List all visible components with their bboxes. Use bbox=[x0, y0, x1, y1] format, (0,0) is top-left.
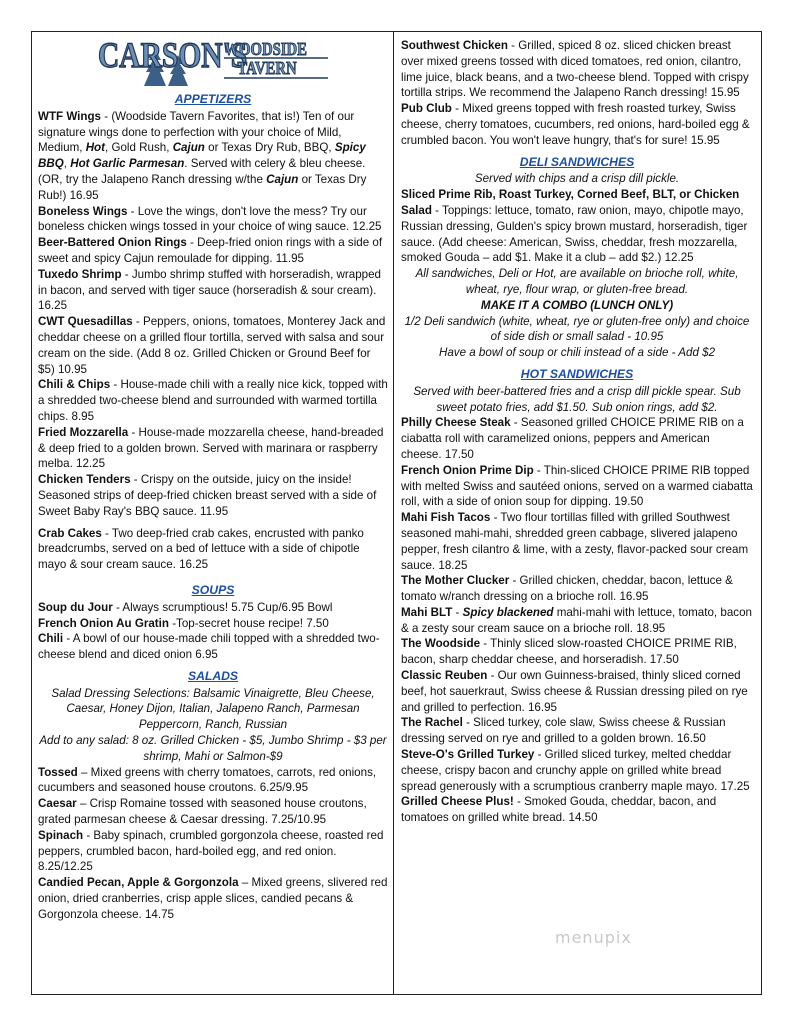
hot-heading: HOT SANDWICHES bbox=[520, 366, 634, 381]
salads-list-continued bbox=[401, 38, 753, 149]
menu-item-description: - Deep-fried onion rings with a side of sweet and spicy Cajun remoulade for dipping. 11.95 bbox=[38, 236, 383, 265]
menu-item-name: Grilled Cheese Plus! bbox=[401, 795, 514, 809]
menu-item-name: CWT Quesadillas bbox=[38, 315, 133, 329]
menu-item-description: - Grilled sliced turkey, melted cheddar cheese, crispy bacon and crunchy apple on grilled white bread spread generously with a scrumptious cranberry maple mayo. 17.25 bbox=[401, 748, 750, 793]
menu-item-name: Chili & Chips bbox=[38, 378, 111, 392]
menu-item-description: - Peppers, onions, tomatoes, Monterey Jack and cheddar cheese on a grilled flour tortilla, served with salsa and sour cream on the side. (Add 8 oz. Grilled Chicken or Ground Beef for $5) 10.95 bbox=[38, 315, 386, 376]
menu-item bbox=[401, 510, 753, 573]
menu-item-name: French Onion Prime Dip bbox=[401, 463, 534, 477]
menu-item-description: - Jumbo shrimp stuffed with horseradish, wrapped in bacon, and served with tiger sauce (horseradish & sour cream). 16.25 bbox=[38, 267, 382, 313]
menu-item-description: - Grilled, spiced 8 oz. sliced chicken breast over mixed greens tossed with diced tomatoes, red onion, cilantro, lime juice, black beans, and a two-cheese blend. Topped with crispy tortilla strips. We recommend the Jalapeno Ranch dressing! 15.95 bbox=[401, 39, 749, 100]
menu-item bbox=[401, 747, 753, 794]
deli-subtitle: Served with chips and a crisp dill pickle. bbox=[474, 172, 680, 186]
menu-item-description: , Gold Rush, bbox=[105, 141, 173, 155]
menu-item bbox=[38, 377, 388, 424]
menu-item-description: - Two flour tortillas filled with grilled Southwest seasoned mahi-mahi, shredded green cabbage, slivered jalapeno pepper, fresh cilantro & lime, with a zesty, flavor-packed sour cream sauce. 18.25 bbox=[401, 511, 749, 572]
combo-note: 1/2 Deli sandwich (white, wheat, rye or gluten-free only) and choice of side dish or small salad - 10.95 bbox=[404, 314, 750, 344]
menu-item-description: - Thinly sliced slow-roasted CHOICE PRIME RIB, bacon, sharp cheddar cheese, and horseradish. 17.50 bbox=[401, 637, 737, 667]
menu-item-name: WTF Wings bbox=[38, 109, 102, 123]
menu-item-description: Hot bbox=[85, 141, 106, 155]
menu-item-name: Candied Pecan, Apple & Gorgonzola bbox=[38, 876, 239, 890]
logo-tavern-text: TAVERN bbox=[237, 57, 297, 79]
menu-item-description: Spicy BBQ bbox=[38, 141, 366, 171]
menu-item-description: or Texas Dry Rub, BBQ, bbox=[204, 141, 335, 155]
menu-item bbox=[38, 875, 388, 922]
menu-item-name: Steve-O's Grilled Turkey bbox=[401, 748, 535, 762]
menu-item bbox=[38, 267, 388, 314]
menu-item bbox=[38, 526, 388, 573]
menu-item-description: - Two deep-fried crab cakes, encrusted with panko breadcrumbs, served on a bed of lettuce with a side of chipotle mayo & sour cream sauce. 16.25 bbox=[38, 526, 364, 572]
logo-carsons-text: CARSON'S bbox=[98, 36, 248, 76]
menu-item-name: Boneless Wings bbox=[38, 204, 128, 218]
menu-item-name: Fried Mozzarella bbox=[38, 425, 129, 439]
menu-item-name: Tossed bbox=[38, 765, 78, 779]
menu-item bbox=[38, 631, 388, 663]
menu-item-name: Southwest Chicken bbox=[401, 39, 508, 52]
menu-item-description: - Baby spinach, crumbled gorgonzola cheese, roasted red peppers, crumbled bacon, hard-boiled egg, and red onion. 8.25/12.25 bbox=[38, 828, 384, 874]
menu-item-description: - (Woodside Tavern Favorites, that is!) Ten of our signature wings done to perfection with your choice of Mild, Medium, bbox=[38, 109, 355, 155]
soups-heading: SOUPS bbox=[191, 582, 235, 597]
menu-item bbox=[401, 101, 753, 148]
menu-item bbox=[38, 765, 388, 797]
menu-item bbox=[38, 425, 388, 472]
menu-item-name: Tuxedo Shrimp bbox=[38, 267, 122, 281]
menu-item bbox=[38, 472, 388, 519]
logo-woodside-text: WOODSIDE bbox=[224, 38, 308, 60]
menu-item-description: -Top-secret house recipe! 7.50 bbox=[168, 616, 329, 630]
menu-item-description: Spicy blackened bbox=[462, 605, 554, 619]
hot-list bbox=[401, 415, 753, 826]
appetizers-list bbox=[38, 109, 388, 573]
menu-item bbox=[401, 463, 753, 510]
hot-subtitle: Served with beer-battered fries and a crisp dill pickle spear. Sub sweet potato fries, add $1.50. Sub onion rings, add $2. bbox=[413, 384, 741, 414]
menu-item-description: – Crisp Romaine tossed with seasoned house croutons, grated parmesan cheese & Caesar dressing. 7.25/10.95 bbox=[38, 797, 367, 827]
menu-item-name: Caesar bbox=[38, 797, 77, 811]
menu-item-description: - Grilled chicken, cheddar, bacon, lettuce & tomato w/ranch dressing on a brioche roll. 16.95 bbox=[401, 574, 733, 604]
column-divider bbox=[393, 31, 394, 995]
salad-add-note: Add to any salad: 8 oz. Grilled Chicken - $5, Jumbo Shrimp - $3 per shrimp, Mahi or Salmon-$9 bbox=[39, 734, 387, 763]
salad-dressing-note: Salad Dressing Selections: Balsamic Vinaigrette, Bleu Cheese, Caesar, Honey Dijon, Italian, Jalapeno Ranch, Parmesan Peppercorn, Ranch, Russian bbox=[51, 686, 375, 732]
menu-item-name: Crab Cakes bbox=[38, 526, 102, 540]
menu-item-description: Cajun bbox=[172, 141, 205, 155]
menu-item-description: - Smoked Gouda, cheddar, bacon, and tomatoes on grilled white bread. 14.50 bbox=[401, 795, 717, 825]
menu-item-description: - Our own Guinness-braised, thinly sliced corned beef, hot sauerkraut, Swiss cheese & Russian dressing piled on rye and grilled to perfection. 16.95 bbox=[401, 669, 748, 714]
menu-item-description: - Sliced turkey, cole slaw, Swiss cheese & Russian dressing served on rye and grilled to a golden brown. 16.50 bbox=[401, 716, 726, 746]
menu-item-description: – Mixed greens, slivered red onion, dried cranberries, crisp apple slices, candied pecans & Gorgonzola cheese. 14.75 bbox=[38, 876, 388, 921]
menu-item bbox=[38, 616, 388, 632]
menu-item-description: - House-made mozzarella cheese, hand-breaded & deep fried to a golden brown. Served with marinara or raspberry melba. 12.25 bbox=[38, 425, 384, 471]
menu-item bbox=[38, 235, 388, 267]
menu-item-name: French Onion Au Gratin bbox=[38, 616, 169, 630]
menu-item bbox=[38, 109, 388, 204]
menu-item-name: Chicken Tenders bbox=[38, 473, 131, 487]
menu-item bbox=[38, 314, 388, 377]
menu-item bbox=[401, 573, 753, 605]
menu-item-description: - Crispy on the outside, juicy on the inside! Seasoned strips of deep-fried chicken breast served with a side of Sweet Baby Ray's BBQ sauce. 11.95 bbox=[38, 473, 377, 518]
menu-item bbox=[401, 794, 753, 826]
menu-item-description: - House-made chili with a really nice kick, topped with a shredded two-cheese blend and surrounded with warmed tortilla chips. 8.95 bbox=[38, 378, 388, 423]
menu-item-description: Cajun bbox=[266, 172, 299, 186]
menu-item-description: - Toppings: lettuce, tomato, raw onion, mayo, chipotle mayo, Russian dressing, Gulden's spicy brown mustard, horseradish, tiger sauce. (Add cheese: American, Swiss, cheddar, fresh mozzarella, smoked Gouda – add $1. Make it a club – add $2.) 12.25 bbox=[401, 203, 748, 265]
menu-item bbox=[38, 828, 388, 875]
menu-item-name: Pub Club bbox=[401, 102, 452, 116]
menu-item bbox=[401, 636, 753, 668]
menu-item-description: - Thin-sliced CHOICE PRIME RIB topped with melted Swiss and sautéed onions, served on a warmed ciabatta roll, with a side of onion soup for dipping. 19.50 bbox=[401, 463, 753, 509]
menu-item-name: Spinach bbox=[38, 828, 84, 842]
menu-item-name: Beer-Battered Onion Rings bbox=[38, 236, 187, 250]
menu-item bbox=[401, 415, 753, 462]
menu-item-description: – Mixed greens with cherry tomatoes, carrots, red onions, cucumbers and seasoned house croutons. 6.25/9.95 bbox=[38, 765, 377, 795]
menu-item-name: Sliced Prime Rib, Roast Turkey, Corned Beef, BLT, or Chicken Salad bbox=[401, 188, 740, 217]
menu-item-description: - Always scrumptious! 5.75 Cup/6.95 Bowl bbox=[112, 600, 333, 614]
menu-item-name: Mahi BLT bbox=[401, 605, 453, 619]
menu-item-description: - bbox=[452, 605, 463, 619]
menu-item-description: , bbox=[63, 157, 71, 171]
menu-item-description: - Love the wings, don't love the mess? Try our boneless chicken wings tossed in your choice of wing sauce. 12.25 bbox=[38, 204, 382, 234]
menu-item bbox=[38, 204, 388, 236]
logo bbox=[98, 34, 388, 90]
left-column bbox=[38, 34, 388, 923]
salads-list bbox=[38, 765, 388, 923]
right-column bbox=[401, 38, 753, 826]
salads-heading: SALADS bbox=[187, 668, 239, 683]
menu-item-description: - A bowl of our house-made chili topped with a shredded two-cheese blend and diced onion 6.95 bbox=[38, 632, 380, 662]
menu-item bbox=[38, 600, 388, 616]
soups-list bbox=[38, 600, 388, 663]
menu-item-name: The Mother Clucker bbox=[401, 574, 510, 588]
bread-note: All sandwiches, Deli or Hot, are available on brioche roll, white, wheat, rye, flour wrap, or gluten-free bread. bbox=[415, 267, 739, 296]
menu-item-name: Chili bbox=[38, 632, 64, 646]
menu-item-name: The Woodside bbox=[401, 637, 481, 651]
menu-item-description: - Seasoned grilled CHOICE PRIME RIB on a ciabatta roll with caramelized onions, peppers and American cheese. 17.50 bbox=[401, 416, 744, 461]
menu-item bbox=[401, 187, 753, 266]
menu-item-name: Philly Cheese Steak bbox=[401, 416, 511, 430]
combo-heading: MAKE IT A COMBO (LUNCH ONLY) bbox=[480, 298, 674, 312]
menu-item-description: . Served with celery & bleu cheese. (OR, try the Jalapeno Ranch dressing w/the bbox=[38, 157, 366, 186]
menu-item-description: or Texas Dry Rub!) 16.95 bbox=[38, 172, 367, 202]
deli-list bbox=[401, 187, 753, 266]
menu-item-description: Hot Garlic Parmesan bbox=[70, 157, 185, 171]
menu-item bbox=[401, 715, 753, 747]
menu-item-name: Soup du Jour bbox=[38, 600, 113, 614]
deli-heading: DELI SANDWICHES bbox=[519, 154, 635, 169]
soup-upgrade-note: Have a bowl of soup or chili instead of a side - Add $2 bbox=[438, 346, 716, 360]
menu-item-name: Classic Reuben bbox=[401, 669, 488, 683]
menu-item-description: mahi-mahi with lettuce, tomato, bacon & a zesty sour cream sauce on a brioche roll. 18.95 bbox=[401, 605, 752, 635]
menu-item bbox=[401, 38, 753, 101]
menu-item-name: The Rachel bbox=[401, 716, 463, 730]
menu-item-name: Mahi Fish Tacos bbox=[401, 511, 491, 525]
appetizers-heading: APPETIZERS bbox=[174, 92, 252, 106]
menu-item bbox=[38, 796, 388, 828]
menu-item bbox=[401, 605, 753, 637]
logo-graphic bbox=[98, 34, 338, 90]
menu-item-description: - Mixed greens topped with fresh roasted turkey, Swiss cheese, cherry tomatoes, cucumbers, red onions, hard-boiled egg & crumbled bacon. You won't leave hungry, that's for sure! 15.95 bbox=[401, 102, 750, 147]
menu-item bbox=[401, 668, 753, 715]
watermark: menupix bbox=[555, 928, 632, 947]
